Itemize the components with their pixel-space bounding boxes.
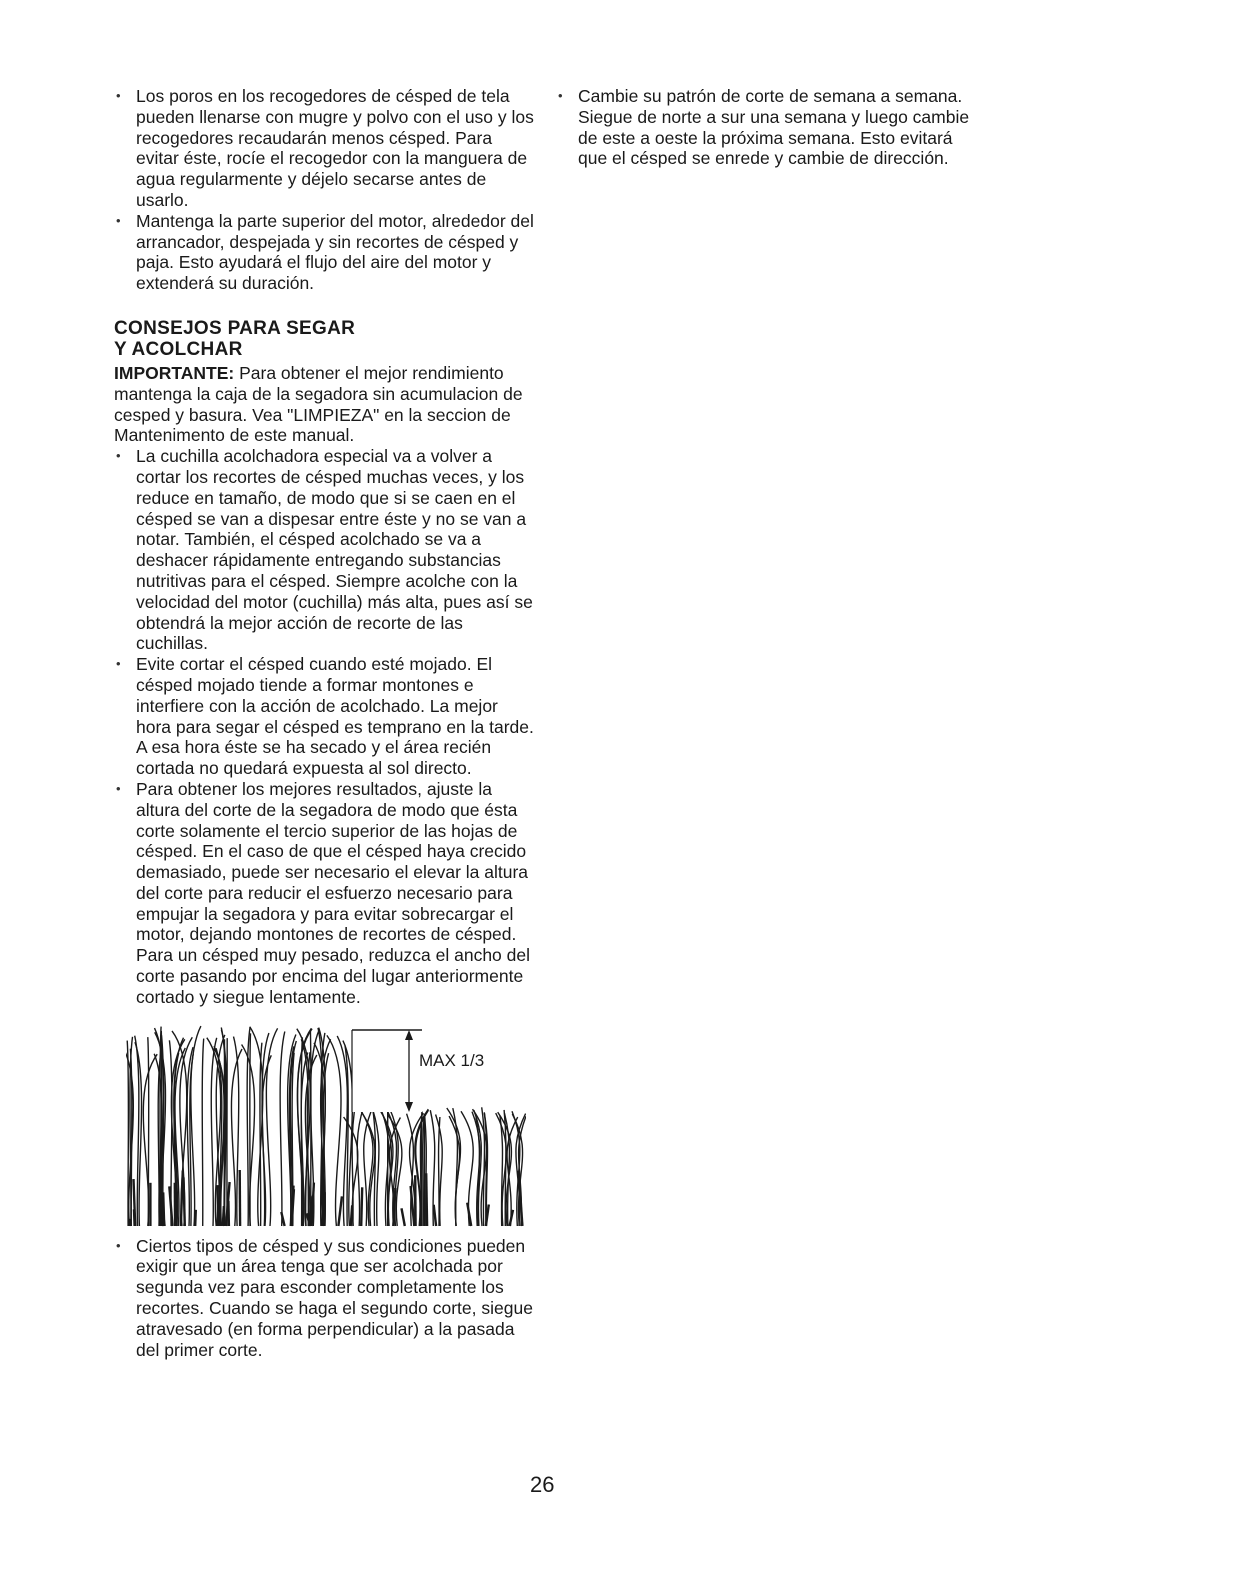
bullet-item: • Evite cortar el césped cuando esté mojado. El césped mojado tiende a formar montones e interfiere con la acción de acolchado. La mejor hora para segar el césped es temprano en la tarde. A esa hora éste se ha secado y el área recién cortada no quedará expuesta al sol directo. (114, 654, 534, 779)
bullet-item: • Cambie su patrón de corte de semana a semana. Siegue de norte a sur una semana y luego cambie de este a oeste la próxima semana. Esto evitará que el césped se enrede y cambie de dirección. (556, 86, 976, 169)
important-label: IMPORTANTE: (114, 362, 235, 383)
grass-base (338, 1196, 342, 1226)
page-number: 26 (530, 1472, 555, 1497)
grass-cutting-illustration (126, 1020, 526, 1228)
grass-blade (421, 1112, 422, 1226)
grass-base (218, 1198, 219, 1226)
bullet-item: • Ciertos tipos de césped y sus condiciones pueden exigir que un área tenga que ser acolchada por segunda vez para esconder completamente los recortes. Cuando se haga el segundo corte, siegue atravesado (en forma perpendicular) a la pasada del primer corte. (114, 1236, 534, 1361)
max-label: MAX 1/3 (419, 1050, 485, 1070)
bullet-list-top (114, 86, 534, 294)
grass-base (510, 1210, 513, 1226)
bullet-item: • Los poros en los recogedores de césped de tela pueden llenarse con mugre y polvo con el uso y los recogedores recaudarán menos césped. Para evitar éste, rocíe el recogedor con la manguera de agua regularmente y déjelo secarse antes de usarlo. (114, 86, 534, 211)
grass-base (351, 1205, 353, 1226)
grass-base (134, 1179, 136, 1226)
grass-base (426, 1173, 427, 1226)
grass-base (402, 1208, 405, 1226)
grass-base (223, 1206, 224, 1226)
grass-blade (280, 1031, 285, 1226)
grass-blade (266, 1028, 277, 1226)
important-text: Para obtener el mejor rendimiento mantenga la caja de la segadora sin acumulacion de cesped y basura. Vea "LIMPIEZA" en la seccion de Mantenimento de este manual. (114, 362, 523, 446)
grass-base (434, 1204, 436, 1225)
left-column (114, 86, 534, 1360)
grass-blade (148, 1037, 149, 1226)
cut-area (352, 1030, 422, 1112)
grass-base (130, 1219, 131, 1226)
grass-base (169, 1186, 172, 1226)
grass-base (181, 1170, 183, 1225)
grass-base (184, 1177, 185, 1226)
heading-line: Y ACOLCHAR (114, 338, 243, 360)
grass-base (361, 1187, 362, 1226)
bullet-item: • Para obtener los mejores resultados, ajuste la altura del corte de la segadora de modo que ésta corte solamente el tercio superior de las hojas de césped. En el caso de que el césped haya crecido demasiado, puede ser necesario el elevar la altura del corte para reducir el esfuerzo necesario para empujar la segadora y para evitar sobrecargar el motor, dejando montones de recortes de césped. Para un césped muy pesado, reduzca el ancho del corte pasando por encima del lugar anteriormente cortado y siegue lentamente. (114, 779, 534, 1008)
bullet-item: • Mantenga la parte superior del motor, alrededor del arrancador, despejada y sin recortes de césped y paja. Esto ayudará el flujo del aire del motor y extenderá su duración. (114, 211, 534, 294)
section-heading (114, 318, 534, 360)
heading-line: CONSEJOS PARA SEGAR (114, 317, 356, 339)
grass-blade (327, 1035, 341, 1226)
grass-blade (202, 1038, 203, 1225)
grass-blade (127, 1040, 128, 1225)
bullet-list-bottom (114, 1236, 534, 1361)
bullet-list-right (556, 86, 976, 169)
bullet-item: • La cuchilla acolchadora especial va a volver a cortar los recortes de césped muchas veces, y los reduce en tamaño, de modo que si se caen en el césped se van a dispesar entre éste y no se van a notar. También, el césped acolchado se va a deshacer rápidamente entregando substancias nutritivas para el césped. Siempre acolche con la velocidad del motor (cuchilla) más alta, pues así se obtendrá la mejor acción de recorte de las cuchillas. (114, 446, 534, 654)
grass-base (195, 1209, 196, 1225)
important-note (114, 363, 534, 446)
bullet-list-middle (114, 446, 534, 1008)
grass-blade (310, 1030, 311, 1225)
grass-blade (191, 1026, 201, 1226)
right-column (556, 86, 976, 169)
